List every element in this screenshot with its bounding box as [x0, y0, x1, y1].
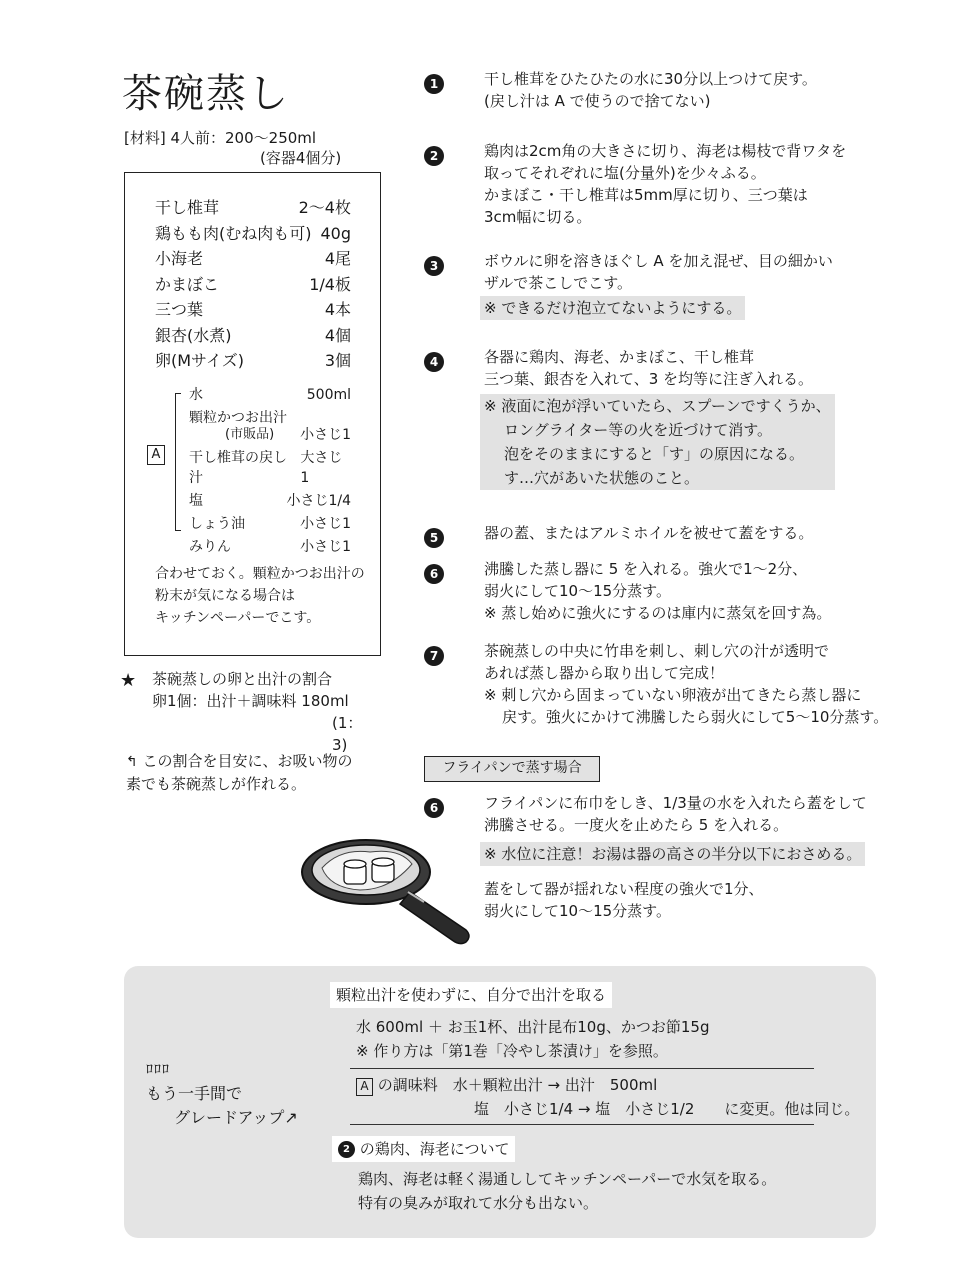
step-1 [424, 68, 904, 112]
step-number: 7 [424, 646, 444, 666]
ingredient-row [155, 323, 351, 349]
ratio-line: 茶碗蒸しの卵と出汁の割合 [152, 670, 333, 688]
note-line: 粉末が気になる場合は [155, 588, 295, 604]
ingredient-list [155, 195, 351, 374]
arrow-icon: ↰ [126, 754, 138, 770]
step-4 [424, 346, 904, 490]
mix-a-qty: 500ml [306, 387, 351, 403]
a-seasoning-line: 塩 小さじ1/4 → 塩 小さじ1/2 に変更。他は同じ。 [474, 1100, 860, 1118]
step-line: (戻し汁は A で使うので捨てない) [484, 92, 711, 110]
mix-a-row [189, 491, 351, 511]
mix-a-qty: 小さじ1 [300, 539, 351, 555]
step-line: ザルで茶こしでこす。 [484, 274, 633, 292]
step-5 [424, 522, 904, 544]
step-7 [424, 640, 904, 728]
step-note [480, 394, 835, 490]
upgrade-line: もう一手間で [146, 1084, 243, 1103]
step-line: あれば蒸し器から取り出して完成！ [484, 664, 725, 682]
step-3 [424, 250, 904, 320]
mix-a-name-line2: (市販品) [225, 427, 275, 442]
step-number: 2 [424, 146, 444, 166]
tip-note [126, 750, 396, 795]
step-line: 弱火にして10～15分蒸す。 [484, 902, 671, 920]
a-seasoning-line [356, 1074, 657, 1096]
step-number: 3 [424, 256, 444, 276]
materials-sub: (容器4個分) [260, 149, 342, 167]
dashi-line: ※ 作り方は「第1巻「冷やし茶漬け」を参照。 [356, 1042, 668, 1060]
step-line: 沸騰した蒸し器に 5 を入れる。強火で1～2分、 [484, 560, 808, 578]
mix-a-name-line1: 顆粒かつお出汁 [189, 410, 287, 426]
step-line: 器の蓋、またはアルミホイルを被せて蓋をする。 [484, 524, 814, 542]
mix-a-badge: A [356, 1078, 373, 1096]
mix-a-name: 水 [189, 387, 203, 403]
a-seasoning-text: の調味料 水＋顆粒出汁 → 出汁 500ml [377, 1076, 658, 1094]
mix-a-name [189, 408, 287, 445]
mix-a-name: みりん [189, 539, 231, 555]
step-number: 6 [424, 564, 444, 584]
page-title: 茶碗蒸し [122, 71, 290, 117]
upgrade-box [124, 966, 876, 1238]
ingredient-name: 卵(Mサイズ) [155, 351, 245, 370]
materials-header [124, 128, 341, 168]
step-line: フライパンに布巾をしき、1/3量の水を入れたら蓋をして [484, 794, 867, 812]
frypan-step [424, 792, 904, 922]
chicken-heading [332, 1136, 515, 1162]
dashi-line: 水 600ml ＋ お玉1杯、出汁昆布10g、かつお節15g [356, 1018, 710, 1036]
ingredient-name: 銀杏(水煮) [155, 325, 232, 345]
step-number: 5 [424, 528, 444, 548]
step-line: 蓋をして器が揺れない程度の強火で1分、 [484, 880, 764, 898]
mix-a-qty: 小さじ1/4 [286, 493, 351, 509]
mix-a-note [155, 563, 365, 629]
ingredient-name: かまぼこ [155, 274, 220, 294]
tip-line: この割合を目安に、お吸い物の [142, 752, 353, 770]
ingredient-row [155, 272, 351, 298]
mix-a-qty: 大さじ1 [300, 450, 343, 486]
ingredient-qty: 4尾 [324, 249, 351, 268]
materials-title: [材料] 4人前：200～250ml [124, 129, 317, 147]
frypan-label: フライパンで蒸す場合 [424, 756, 600, 782]
step-line: 沸騰させる。一度火を止めたら 5 を入れる。 [484, 816, 789, 834]
ingredient-qty: 40g [320, 223, 351, 243]
mix-a-label: A [147, 445, 165, 465]
step-line: 取ってそれぞれに塩(分量外)を少々ふる。 [484, 164, 766, 182]
mix-a-list [189, 385, 351, 560]
mix-a-bracket [175, 393, 181, 531]
step-line: ※ 蒸し始めに強火にするのは庫内に蒸気を回す為。 [484, 604, 832, 622]
upgrade-line: グレードアップ↗ [174, 1108, 298, 1127]
note-line: す…穴があいた状態のこと。 [504, 469, 700, 487]
step-line: 干し椎茸をひたひたの水に30分以上つけて戻す。 [484, 70, 817, 88]
step-6 [424, 558, 904, 624]
divider [350, 1068, 814, 1069]
step-number: 4 [424, 352, 444, 372]
note-line: 合わせておく。顆粒かつお出汁の [155, 566, 365, 582]
step-2-badge: 2 [338, 1141, 355, 1158]
step-line: 各器に鶏肉、海老、かまぼこ、干し椎茸 [484, 348, 755, 366]
ingredient-row [155, 297, 351, 323]
mix-a-qty: 小さじ1 [300, 427, 351, 443]
ingredient-row [155, 246, 351, 272]
ratio-line: 卵1個：出汁＋調味料 180ml [152, 692, 349, 710]
ingredient-row [155, 195, 351, 221]
ingredients-box [124, 172, 381, 656]
note-line: 泡をそのままにすると「す」の原因になる。 [504, 445, 805, 463]
note-line: ※ 液面に泡が浮いていたら、スプーンですくうか、 [484, 397, 831, 415]
chicken-line: 特有の臭みが取れて水分も出ない。 [358, 1194, 599, 1212]
ingredient-row [155, 221, 351, 247]
ingredient-row [155, 348, 351, 374]
step-line: 三つ葉、銀杏を入れて、3 を均等に注ぎ入れる。 [484, 370, 814, 388]
step-line: 鶏肉は2cm角の大きさに切り、海老は楊枝で背ワタを [484, 142, 847, 160]
step-line: ※ 刺し穴から固まっていない卵液が出てきたら蒸し器に [484, 686, 862, 704]
ingredient-qty: 2～4枚 [298, 198, 351, 217]
step-number: 6 [424, 798, 444, 818]
note-line: キッチンペーパーでこす。 [155, 610, 321, 626]
emphasis-marks: ﾛﾛﾛ [146, 1062, 170, 1078]
ingredient-qty: 4個 [324, 325, 351, 345]
ingredient-name: 小海老 [155, 249, 204, 268]
tip-line: 素でも茶碗蒸しが作れる。 [126, 775, 307, 793]
step-number: 1 [424, 74, 444, 94]
divider [350, 1124, 814, 1125]
mix-a-name: しょう油 [189, 516, 245, 532]
step-note: ※ できるだけ泡立てないようにする。 [480, 296, 745, 320]
frying-pan-illustration [300, 830, 480, 950]
chicken-heading-text: の鶏肉、海老について [359, 1140, 510, 1158]
dashi-heading: 顆粒出汁を使わずに、自分で出汁を取る [330, 982, 612, 1008]
star-icon: ★ [120, 670, 137, 691]
note-line: ロングライター等の火を近づけて消す。 [504, 421, 773, 439]
step-line: ボウルに卵を溶きほぐし A を加え混ぜ、目の細かい [484, 252, 833, 270]
ingredient-name: 干し椎茸 [155, 198, 220, 217]
upgrade-title [146, 1058, 326, 1130]
ingredient-qty: 3個 [324, 351, 351, 370]
ingredient-qty: 1/4板 [309, 274, 351, 294]
step-line: 戻す。強火にかけて沸騰したら弱火にして5～10分蒸す。 [502, 708, 889, 726]
mix-a-name: 塩 [189, 493, 203, 509]
mix-a-row [189, 537, 351, 557]
chicken-line: 鶏肉、海老は軽く湯通ししてキッチンペーパーで水気を取る。 [358, 1170, 777, 1188]
ingredient-qty: 4本 [324, 300, 351, 319]
mix-a-name: 干し椎茸の戻し汁 [189, 450, 287, 486]
ingredient-name: 鶏もも肉(むね肉も可) [155, 223, 312, 243]
step-note: ※ 水位に注意！お湯は器の高さの半分以下におさめる。 [480, 842, 865, 866]
mix-a-row [189, 408, 351, 445]
ingredient-name: 三つ葉 [155, 300, 204, 319]
step-line: 茶碗蒸しの中央に竹串を刺し、刺し穴の汁が透明で [484, 642, 830, 660]
step-2 [424, 140, 904, 228]
mix-a-row [189, 448, 351, 488]
mix-a-qty: 小さじ1 [300, 516, 351, 532]
ratio-line: (1：3) [332, 714, 363, 754]
mix-a-row [189, 514, 351, 534]
step-line: 3cm幅に切る。 [484, 208, 592, 226]
step-line: かまぼこ・干し椎茸は5mm厚に切り、三つ葉は [484, 186, 808, 204]
step-line: 弱火にして10～15分蒸す。 [484, 582, 671, 600]
ratio-note [152, 668, 363, 754]
mix-a-row [189, 385, 351, 405]
